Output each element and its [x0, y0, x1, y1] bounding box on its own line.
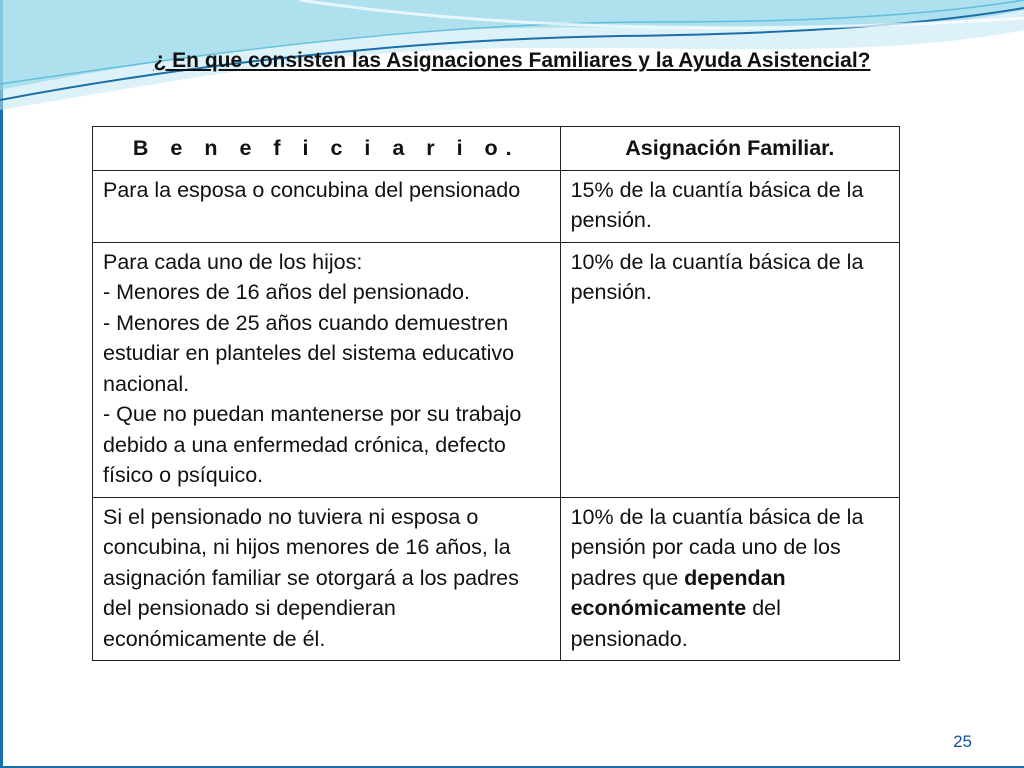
- table-row: [93, 497, 900, 661]
- row3-allocation: [560, 497, 899, 661]
- row2-line-2: - Menores de 16 años del pensionado.: [103, 280, 470, 304]
- row2-line-4: - Que no puedan mantenerse por su trabajo debido a una enfermedad crónica, defecto físico o psíquico.: [103, 402, 522, 487]
- row2-allocation: [560, 242, 899, 497]
- row1-beneficiary-text: Para la esposa o concubina del pensionado: [103, 177, 521, 202]
- row3-allocation-bold: dependan económicamente: [570, 565, 786, 620]
- row2-line-3: - Menores de 25 años cuando demuestren estudiar en planteles del sistema educativo nacional.: [103, 310, 515, 396]
- page-number: 25: [953, 732, 972, 751]
- table-row: [93, 170, 900, 242]
- allocation-table: [92, 126, 900, 661]
- row3-allocation-after: del pensionado.: [570, 596, 781, 651]
- header-allocation: Asignación Familiar.: [560, 127, 899, 171]
- row3-beneficiary: [93, 497, 561, 661]
- row2-allocation-text: 10% de la cuantía básica de la pensión.: [570, 249, 864, 304]
- row1-allocation-text: 15% de la cuantía básica de la pensión.: [570, 177, 864, 232]
- row3-beneficiary-text: Si el pensionado no tuviera ni esposa o concubina, ni hijos menores de 16 años, la asignación familiar se otorgará a los padres del pensionado si dependieran económicamente de él.: [103, 504, 519, 651]
- row3-allocation-before: 10% de la cuantía básica de la pensión por cada uno de los padres que: [570, 504, 864, 590]
- row2-beneficiary: [93, 242, 561, 497]
- row1-allocation: [560, 170, 899, 242]
- table-header-row: [93, 127, 900, 171]
- slide-title: ¿ En que consisten las Asignaciones Familiares y la Ayuda Asistencial?: [153, 49, 871, 72]
- table-row: [93, 242, 900, 497]
- row1-beneficiary: [93, 170, 561, 242]
- header-beneficiary: B e n e f i c i a r i o.: [93, 127, 561, 171]
- row2-line-1: Para cada uno de los hijos:: [103, 249, 363, 274]
- row3-allocation-text: [571, 502, 889, 655]
